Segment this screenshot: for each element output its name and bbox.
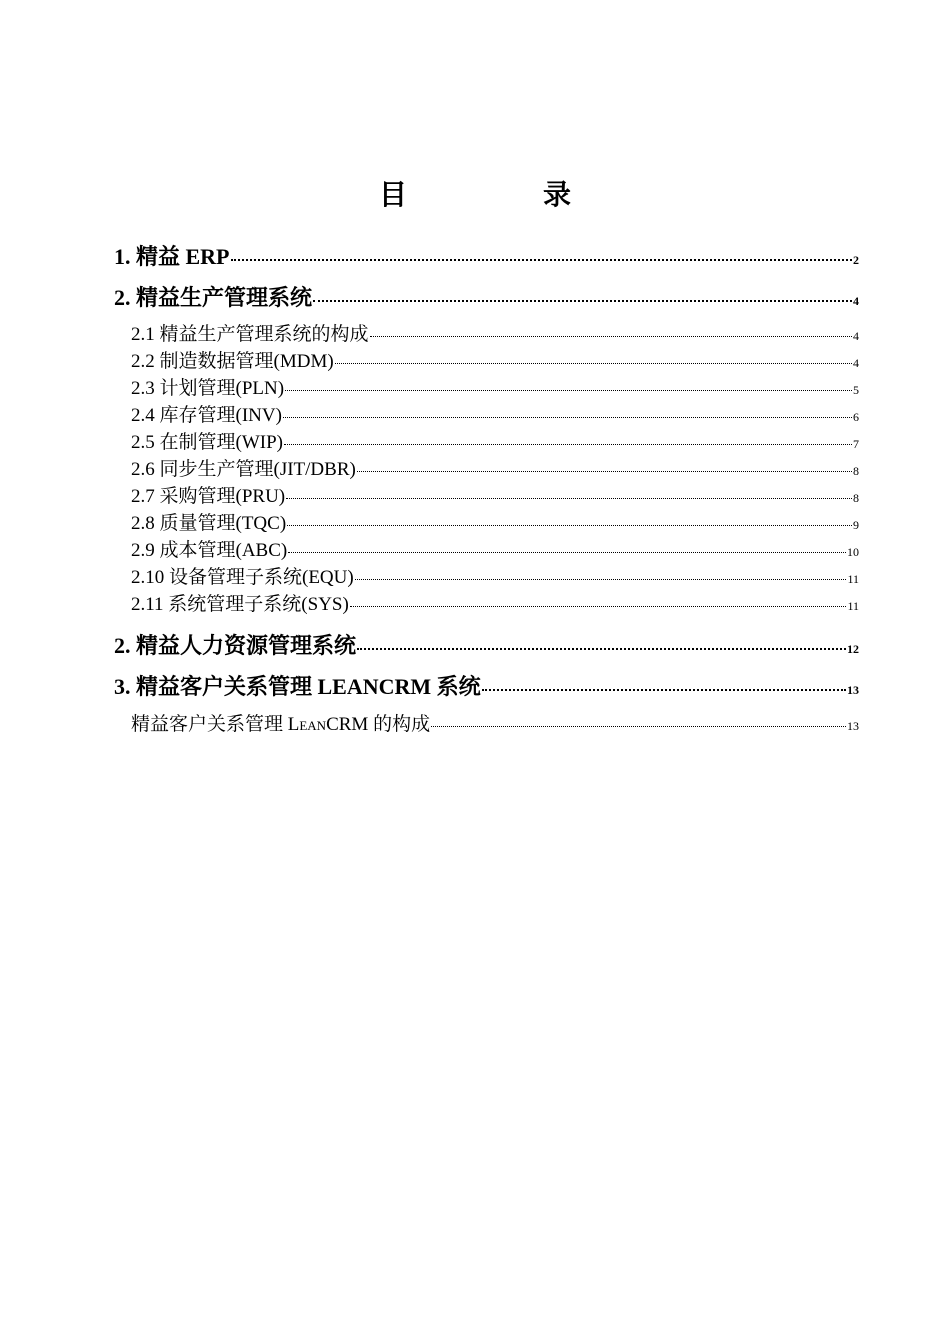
toc-page-number: 4 [853, 294, 859, 308]
toc-title: 目 录 [378, 180, 625, 211]
toc-entry[interactable] [114, 403, 859, 429]
toc-entry-text: 2. 精益生产管理系统 [114, 285, 313, 310]
toc-leader-dots [357, 648, 846, 650]
toc-entry[interactable] [114, 672, 859, 702]
toc-entry-text: 2.9 成本管理(ABC) [131, 540, 288, 561]
toc-entry-text: 2.6 同步生产管理(JIT/DBR) [131, 459, 356, 480]
toc-leader-dots [335, 363, 852, 364]
toc-entry-text: 2.7 采购管理(PRU) [131, 486, 286, 507]
toc-entry-text: 2.5 在制管理(WIP) [131, 432, 283, 453]
toc-entry[interactable] [114, 538, 859, 564]
toc-entry[interactable] [114, 565, 859, 591]
toc-entry-text: 2. 精益人力资源管理系统 [114, 633, 357, 658]
toc-entry-text: 2.3 计划管理(PLN) [131, 378, 285, 399]
toc-leader-dots [284, 444, 852, 445]
toc-page-number: 11 [847, 599, 859, 613]
toc-entry-text: 2.10 设备管理子系统(EQU) [131, 567, 354, 588]
toc-page-number: 4 [853, 356, 859, 370]
toc-leader-dots [313, 300, 852, 302]
toc-page-number: 5 [853, 383, 859, 397]
toc-leader-dots [357, 471, 852, 472]
toc-leader-dots [287, 525, 852, 526]
toc-leader-dots [288, 552, 846, 553]
toc-leader-dots [431, 726, 846, 727]
toc-leader-dots [285, 390, 852, 391]
toc-entry-text: 1. 精益 ERP [114, 244, 230, 269]
toc-leader-dots [350, 606, 847, 607]
toc-entry[interactable] [114, 592, 859, 618]
toc-entry[interactable] [114, 511, 859, 537]
toc-leader-dots [355, 579, 847, 580]
toc-page-number: 13 [847, 683, 859, 697]
toc-page-number: 9 [853, 518, 859, 532]
toc-entry[interactable] [114, 712, 859, 738]
toc-entry[interactable] [114, 484, 859, 510]
toc-leader-dots [286, 498, 852, 499]
toc-entry-text: 2.8 质量管理(TQC) [131, 513, 287, 534]
toc-leader-dots [283, 417, 852, 418]
toc-page-number: 11 [847, 572, 859, 586]
toc-entry-text: 2.4 库存管理(INV) [131, 405, 282, 426]
toc-entry[interactable] [114, 631, 859, 661]
toc-entry[interactable] [114, 430, 859, 456]
toc-page-number: 2 [853, 253, 859, 267]
toc-entry[interactable] [114, 242, 859, 272]
toc-entry[interactable] [114, 283, 859, 313]
toc-entry[interactable] [114, 457, 859, 483]
toc-page-number: 4 [853, 329, 859, 343]
toc-leader-dots [231, 259, 852, 261]
toc-page-number: 12 [847, 642, 859, 656]
toc-entry[interactable] [114, 349, 859, 375]
toc-entry-text: 精益客户关系管理 LeanCRM 的构成 [131, 714, 431, 735]
toc-entry[interactable] [114, 322, 859, 348]
toc-page-number: 7 [853, 437, 859, 451]
toc-leader-dots [482, 689, 846, 691]
toc-leader-dots [370, 336, 852, 337]
toc-entry-text: 2.11 系统管理子系统(SYS) [131, 594, 349, 615]
toc-page-number: 10 [847, 545, 859, 559]
toc-entry-text: 2.2 制造数据管理(MDM) [131, 351, 334, 372]
toc-page-number: 6 [853, 410, 859, 424]
toc-entry[interactable] [114, 376, 859, 402]
toc-page-number: 8 [853, 491, 859, 505]
toc-entry-text: 2.1 精益生产管理系统的构成 [131, 324, 369, 345]
toc-page-number: 13 [847, 719, 859, 733]
toc-entry-text: 3. 精益客户关系管理 LEANCRM 系统 [114, 674, 481, 699]
toc-page-number: 8 [853, 464, 859, 478]
